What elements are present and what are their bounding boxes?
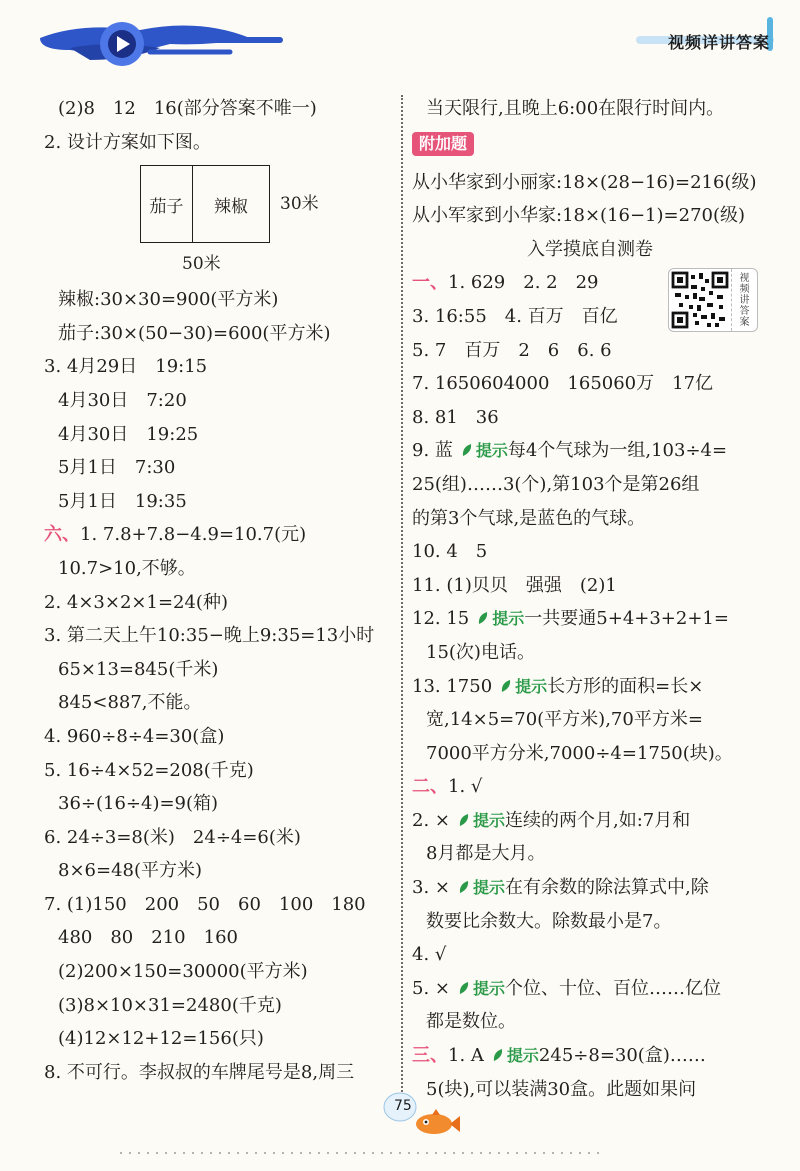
answer-line: 2. 4×3×2×1=24(种) (44, 591, 228, 613)
answer-line (44, 518, 404, 552)
leaf-icon (458, 981, 470, 995)
answer-text: 13. 1750 (412, 675, 493, 697)
answer-line: 都是数位。 (426, 1011, 516, 1033)
page-number: 75 (394, 1098, 412, 1114)
hint-label: 提示 (472, 878, 505, 898)
answer-line: 10. 4 5 (412, 541, 488, 563)
answer-text: 1. 629 2. 2 29 (448, 272, 599, 294)
answer-line (412, 770, 768, 804)
answer-line: (2)200×150=30000(平方米) (58, 961, 308, 983)
answer-line: (3)8×10×31=2480(千克) (58, 994, 282, 1016)
answer-line: 15(次)电话。 (426, 641, 535, 663)
answer-line (412, 670, 768, 704)
answer-text: 1. √ (448, 776, 483, 798)
answer-line (412, 602, 768, 636)
leaf-icon (492, 1048, 504, 1062)
answer-line: 4. √ (412, 944, 447, 966)
answer-line: 7000平方分米,7000÷4=1750(块)。 (426, 742, 733, 764)
answer-line (412, 871, 768, 905)
answer-line: 当天限行,且晚上6:00在限行时间内。 (426, 98, 725, 119)
answer-line: 36÷(16÷4)=9(箱) (58, 793, 219, 815)
page-footer (376, 1082, 466, 1142)
bonus-badge: 附加题 (412, 132, 474, 156)
leaf-icon (458, 813, 470, 827)
hint-text: 长方形的面积=长× (547, 675, 704, 697)
planting-plan-diagram (44, 159, 404, 283)
answer-line: 8月都是大月。 (426, 843, 546, 865)
right-column (412, 92, 768, 1106)
answer-line: 5. 7 百万 2 6 6. 6 (412, 339, 612, 361)
plan-cell-pepper: 辣椒 (214, 196, 248, 217)
answer-line: 5月1日 19:35 (58, 490, 187, 512)
answer-line: 65×13=845(千米) (58, 658, 219, 680)
answer-line: 3. 4月29日 19:15 (44, 356, 208, 378)
hint-label: 提示 (472, 978, 505, 998)
bonus-section (412, 126, 768, 166)
answer-line: 宽,14×5=70(平方米),70平方米= (426, 709, 703, 731)
plan-length-label: 50米 (182, 254, 221, 275)
answer-line: 2. 设计方案如下图。 (44, 131, 211, 153)
header-label: 视频详讲答案 (667, 33, 770, 52)
answer-line: 480 80 210 160 (58, 927, 238, 949)
answer-line (412, 972, 768, 1006)
qr-caption-char: 答 (739, 305, 750, 317)
plan-cell-eggplant: 茄子 (141, 166, 193, 242)
answer-line: (2)8 12 16(部分答案不唯一) (58, 98, 317, 119)
section-marker: 一、 (412, 272, 448, 294)
answer-line: 5月1日 7:30 (58, 457, 176, 479)
answer-line: 从小军家到小华家:18×(16−1)=270(级) (412, 205, 746, 227)
hint-text: 个位、十位、百位……亿位 (505, 977, 721, 999)
hint-label: 提示 (475, 441, 508, 461)
answer-text: 12. 15 (412, 608, 470, 630)
answer-text: 1. A (448, 1045, 484, 1067)
leaf-icon (500, 679, 512, 693)
answer-text: 5. × (412, 977, 450, 999)
hint-label: 提示 (506, 1046, 539, 1066)
plan-width-label: 30米 (280, 194, 319, 215)
hint-text: 连续的两个月,如:7月和 (505, 809, 691, 831)
leaf-icon (477, 611, 489, 625)
answer-line: 从小华家到小丽家:18×(28−16)=216(级) (412, 171, 757, 193)
hint-label: 提示 (492, 609, 525, 629)
qr-caption-char: 案 (739, 316, 750, 328)
answer-text: 1. 7.8+7.8−4.9=10.7(元) (80, 524, 307, 546)
answer-line: 辣椒:30×30=900(平方米) (58, 289, 279, 311)
answer-line (412, 1039, 768, 1073)
section-marker: 二、 (412, 776, 448, 798)
hint-text: 每4个气球为一组,103÷4= (507, 440, 728, 462)
answer-line: 4. 960÷8÷4=30(盒) (44, 725, 225, 747)
section-marker: 三、 (412, 1045, 448, 1067)
left-column (44, 92, 404, 1089)
hint-label: 提示 (515, 676, 548, 696)
answer-text: 2. × (412, 809, 450, 831)
footer-dotted-rule (120, 1148, 600, 1158)
answer-line (412, 434, 768, 468)
submarine-fish-icon (412, 1108, 462, 1138)
answer-line: 4月30日 19:25 (58, 423, 199, 445)
answer-line: 7. (1)150 200 50 60 100 180 (44, 893, 366, 915)
hint-text: 一共要通5+4+3+2+1= (524, 608, 729, 630)
answer-line: (4)12×12+12=156(只) (58, 1028, 264, 1050)
answer-text: 3. × (412, 877, 450, 899)
qr-caption-char: 频 (739, 283, 750, 295)
qr-code-icon (669, 269, 731, 331)
leaf-icon (461, 443, 473, 457)
section-title: 入学摸底自测卷 (527, 238, 653, 260)
answer-line (412, 804, 768, 838)
hint-text: 在有余数的除法算式中,除 (505, 877, 709, 899)
hint-label: 提示 (472, 810, 505, 830)
answer-line: 25(组)……3(个),第103个是第26组 (412, 473, 700, 495)
answer-line: 8. 不可行。李叔叔的车牌尾号是8,周三 (44, 1061, 355, 1083)
qr-caption-char: 讲 (739, 294, 750, 306)
answer-line: 5(块),可以装满30盒。此题如果问 (426, 1078, 697, 1100)
answer-line: 5. 16÷4×52=208(千克) (44, 759, 254, 781)
answer-line: 11. (1)贝贝 强强 (2)1 (412, 574, 617, 596)
answer-line: 8. 81 36 (412, 406, 499, 428)
answer-line: 3. 第二天上午10:35−晚上9:35=13小时 (44, 625, 375, 647)
answer-line: 茄子:30×(50−30)=600(平方米) (58, 322, 331, 344)
leaf-icon (458, 880, 470, 894)
answer-text: 9. 蓝 (412, 440, 453, 462)
answer-line: 的第3个气球,是蓝色的气球。 (412, 507, 646, 529)
answer-line: 10.7>10,不够。 (58, 557, 196, 579)
answer-line: 4月30日 7:20 (58, 389, 187, 411)
answer-line: 数要比余数大。除数最小是7。 (426, 910, 672, 932)
answer-line: 3. 16:55 4. 百万 百亿 (412, 305, 618, 327)
answer-line: 6. 24÷3=8(米) 24÷4=6(米) (44, 826, 301, 848)
hint-text: 245÷8=30(盒)…… (538, 1045, 706, 1067)
answer-line: 845<887,不能。 (58, 692, 202, 714)
plan-rectangle (140, 165, 270, 243)
answer-line: 8×6=48(平方米) (58, 860, 203, 882)
qr-caption-char: 视 (739, 272, 750, 284)
section-marker: 六、 (44, 524, 80, 546)
answer-line: 7. 1650604000 165060万 17亿 (412, 373, 714, 395)
video-answer-qr[interactable] (668, 268, 758, 332)
qr-caption (731, 269, 757, 331)
